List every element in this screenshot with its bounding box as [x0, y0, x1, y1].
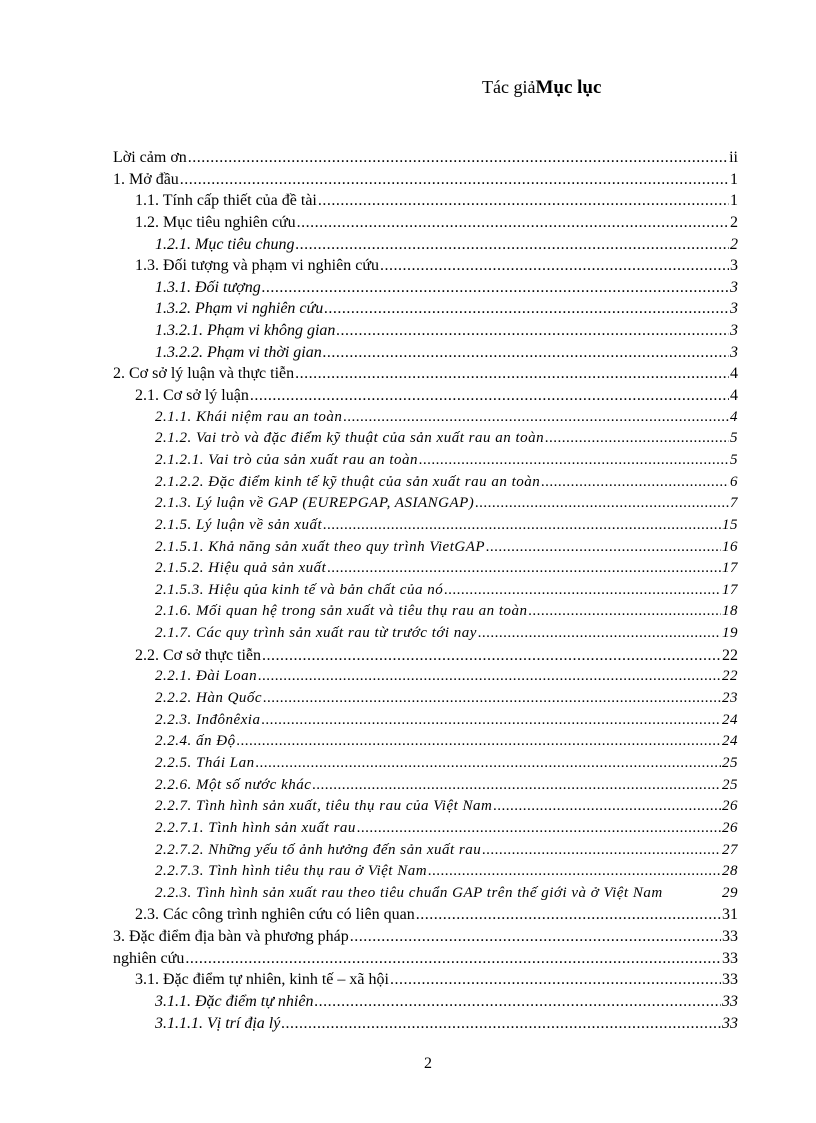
toc-entry[interactable]	[113, 690, 738, 712]
toc-entry[interactable]	[113, 798, 738, 820]
toc-entry-label: 2.2.2. Hàn Quốc	[155, 690, 263, 707]
toc-entry[interactable]	[113, 192, 738, 214]
toc-entry-label: 3.1. Đặc điểm tự nhiên, kinh tế – xã hội	[135, 971, 389, 989]
toc-leader-dots	[256, 755, 721, 772]
toc-entry-page: 3	[730, 343, 738, 361]
toc-leader-dots	[336, 322, 729, 340]
toc-leader-dots	[380, 257, 729, 275]
toc-leader-dots	[545, 430, 729, 447]
toc-entry-label: 1.2.1. Mục tiêu chung	[155, 235, 295, 253]
toc-entry-label: Lời cảm ơn	[113, 149, 187, 166]
toc-entry-page: 33	[722, 928, 738, 946]
toc-leader-dots	[324, 300, 729, 318]
toc-entry-page: 22	[722, 646, 738, 664]
toc-leader-dots	[296, 236, 729, 254]
toc-entry-page: 29	[722, 884, 738, 901]
toc-entry[interactable]	[113, 344, 738, 366]
toc-entry-page: 18	[722, 603, 738, 620]
toc-leader-dots	[318, 192, 729, 210]
toc-entry-label: 1. Mở đầu	[113, 170, 179, 188]
toc-entry-label: 2.2.1. Đài Loan	[155, 668, 258, 685]
toc-entry-label: 2.1.5.2. Hiệu quả sản xuất	[155, 560, 327, 577]
toc-entry-page: 3	[730, 257, 738, 275]
page-number: 2	[424, 1055, 432, 1072]
toc-entry[interactable]	[113, 560, 738, 582]
toc-entry-page: 17	[722, 560, 738, 577]
toc-entry-page: 22	[722, 668, 738, 685]
toc-entry-label: 1.3.2. Phạm vi nghiên cứu	[155, 300, 324, 318]
toc-entry-label: 1.3.2.1. Phạm vi không gian	[155, 322, 336, 340]
toc-entry-page: 33	[722, 949, 738, 967]
toc-leader-dots	[486, 539, 721, 556]
toc-leader-dots	[419, 452, 729, 469]
toc-leader-dots	[323, 517, 721, 534]
toc-leader-dots	[428, 863, 721, 880]
toc-entry[interactable]	[113, 365, 738, 387]
toc-entry[interactable]	[113, 647, 738, 669]
toc-leader-dots	[327, 560, 721, 577]
toc-entry-page: 27	[722, 841, 738, 858]
toc-entry[interactable]	[113, 171, 738, 193]
toc-entry[interactable]	[113, 755, 738, 777]
toc-entry[interactable]	[113, 906, 738, 928]
page-header	[482, 77, 601, 99]
toc-leader-dots	[281, 1015, 721, 1033]
toc-entry[interactable]	[113, 842, 738, 864]
toc-entry[interactable]	[113, 885, 738, 907]
toc-entry[interactable]	[113, 300, 738, 322]
toc-entry[interactable]	[113, 236, 738, 258]
toc-entry[interactable]	[113, 625, 738, 647]
toc-leader-dots	[478, 625, 721, 642]
toc-leader-dots	[323, 344, 729, 362]
toc-entry-label: 2.2.7.2. Những yếu tố ảnh hưởng đến sản xuất rau	[155, 841, 482, 858]
toc-entry-page: ii	[729, 149, 738, 166]
toc-entry[interactable]	[113, 1015, 738, 1037]
toc-leader-dots	[475, 495, 729, 512]
toc-leader-dots	[180, 171, 729, 189]
toc-leader-dots	[185, 950, 721, 968]
toc-entry-page: 28	[722, 863, 738, 880]
toc-entry[interactable]	[113, 257, 738, 279]
toc-entry-page: 4	[730, 387, 738, 405]
toc-entry-label: 2.1.5.3. Hiệu qủa kinh tế và bản chất của nó	[155, 581, 444, 598]
toc-entry[interactable]	[113, 149, 738, 171]
toc-entry[interactable]	[113, 279, 738, 301]
toc-entry-page: 5	[730, 430, 738, 447]
toc-leader-dots	[343, 409, 729, 426]
toc-leader-dots	[314, 993, 721, 1011]
toc-entry-page: 24	[722, 733, 738, 750]
toc-entry-label: 3.1.1.1. Vị trí địa lý	[155, 1014, 281, 1032]
toc-entry-label: 3.1.1. Đặc điểm tự nhiên	[155, 992, 314, 1010]
toc-entry-page: 15	[722, 516, 738, 533]
toc-entry-label: 1.3.1. Đối tượng	[155, 278, 261, 296]
toc-entry-label: 2.3. Các công trình nghiên cứu có liên quan	[135, 906, 415, 924]
toc-leader-dots	[541, 474, 729, 491]
toc-entry-label: 2.2.6. Một số nước khác	[155, 776, 312, 793]
toc-entry-label: 2.2.3. Inđônêxia	[155, 711, 261, 728]
toc-entry[interactable]	[113, 430, 738, 452]
toc-leader-dots	[250, 387, 729, 405]
toc-entry-label: 2.1.2.1. Vai trò của sản xuất rau an toàn	[155, 451, 418, 468]
toc-entry[interactable]	[113, 387, 738, 409]
author-label: Tác giả	[482, 77, 536, 97]
toc-leader-dots	[295, 365, 729, 383]
toc-entry-page: 26	[722, 798, 738, 815]
toc-entry-label: 2.1.2.2. Đặc điểm kinh tế kỹ thuật của sản xuất rau an toàn	[155, 473, 541, 490]
toc-entry-label: 1.1. Tính cấp thiết của đề tài	[135, 192, 317, 210]
toc-entry-label: 2. Cơ sở lý luận và thực tiễn	[113, 365, 295, 383]
toc-entry-label: 3. Đặc điểm địa bàn và phương pháp	[113, 928, 349, 946]
toc-entry-page: 25	[722, 776, 738, 793]
toc-entry[interactable]	[113, 603, 738, 625]
toc-entry[interactable]	[113, 971, 738, 993]
toc-leader-dots	[237, 733, 721, 750]
toc-entry-label: 2.1.5.1. Khả năng sản xuất theo quy trình VietGAP	[155, 538, 486, 555]
toc-entry-page: 1	[730, 170, 738, 188]
toc-entry-label: 2.1.7. Các quy trình sản xuất rau từ trước tới nay	[155, 625, 477, 642]
toc-entry-page: 24	[722, 711, 738, 728]
toc-entry[interactable]	[113, 322, 738, 344]
toc-entry-label: 1.3. Đối tượng và phạm vi nghiên cứu	[135, 257, 379, 275]
toc-leader-dots	[262, 279, 729, 297]
toc-leader-dots	[188, 149, 728, 167]
toc-entry[interactable]	[113, 820, 738, 842]
toc-entry-label: 2.1.5. Lý luận về sản xuất	[155, 516, 323, 533]
toc-entry[interactable]	[113, 668, 738, 690]
toc-entry-page: 33	[722, 992, 738, 1010]
toc-leader-dots	[261, 712, 721, 729]
toc-entry[interactable]	[113, 409, 738, 431]
toc-entry-page: 3	[730, 322, 738, 340]
toc-entry-page: 1	[730, 192, 738, 210]
toc-entry[interactable]	[113, 495, 738, 517]
toc-entry-page: 7	[730, 495, 738, 512]
toc-entry[interactable]	[113, 777, 738, 799]
toc-leader-dots	[390, 971, 721, 989]
toc-entry-page: 16	[722, 538, 738, 555]
toc-leader-dots	[263, 690, 721, 707]
toc-entry-page: 2	[730, 213, 738, 231]
toc-entry-label: 1.3.2.2. Phạm vi thời gian	[155, 343, 322, 361]
toc-entry-label: 2.2.3. Tình hình sản xuất rau theo tiêu chuẩn GAP trên thế giới và ở Việt Nam	[155, 884, 663, 901]
toc-entry-label: 2.1.2. Vai trò và đặc điểm kỹ thuật của sản xuất rau an toàn	[155, 430, 545, 447]
toc-leader-dots	[482, 842, 721, 859]
toc-entry[interactable]	[113, 712, 738, 734]
toc-entry-page: 2	[730, 235, 738, 253]
toc-leader-dots	[529, 603, 721, 620]
toc-entry[interactable]	[113, 539, 738, 561]
toc-entry-label: 2.2.7.3. Tình hình tiêu thụ rau ở Việt Nam	[155, 863, 428, 880]
toc-entry-page: 26	[722, 819, 738, 836]
toc-title: Mục lục	[535, 77, 602, 98]
toc-entry-page: 25	[722, 754, 738, 771]
toc-entry-label: 2.1.6. Mối quan hệ trong sản xuất và tiêu thụ rau an toàn	[155, 603, 528, 620]
toc-entry-page: 4	[730, 365, 738, 383]
toc-entry[interactable]	[113, 517, 738, 539]
toc-entry-label: 2.2.7. Tình hình sản xuất, tiêu thụ rau của Việt Nam	[155, 798, 493, 815]
toc-leader-dots	[262, 647, 721, 665]
toc-leader-dots	[416, 906, 721, 924]
toc-entry-page: 4	[730, 408, 738, 425]
toc-entry-label: 1.2. Mục tiêu nghiên cứu	[135, 213, 296, 231]
toc-entry[interactable]	[113, 582, 738, 604]
toc-entry-label: 2.2.5. Thái Lan	[155, 754, 255, 771]
toc-leader-dots	[258, 668, 721, 685]
toc-entry-label: 2.1.3. Lý luận về GAP (EUREPGAP, ASIANGAP)	[155, 495, 475, 512]
toc-entry[interactable]	[113, 993, 738, 1015]
toc-entry-page: 33	[722, 1014, 738, 1032]
toc-entry-page: 3	[730, 278, 738, 296]
toc-entry-label: 2.2.7.1. Tình hình sản xuất rau	[155, 819, 356, 836]
toc-entry-label: 2.2. Cơ sở thực tiễn	[135, 646, 262, 664]
toc-entry-page: 23	[722, 690, 738, 707]
toc-entry[interactable]	[113, 863, 738, 885]
toc-entry-label: 2.2.4. ấn Độ	[155, 733, 236, 750]
toc-entry-page: 6	[730, 473, 738, 490]
toc-entry-label: nghiên cứu	[113, 949, 185, 967]
table-of-contents	[113, 149, 738, 1036]
toc-entry-page: 19	[722, 625, 738, 642]
toc-entry-page: 31	[722, 906, 738, 924]
toc-leader-dots	[350, 928, 721, 946]
toc-entry-page: 3	[730, 300, 738, 318]
toc-leader-dots	[357, 820, 721, 837]
toc-entry[interactable]	[113, 733, 738, 755]
toc-entry[interactable]	[113, 452, 738, 474]
toc-leader-dots	[444, 582, 721, 599]
toc-entry-label: 2.1. Cơ sở lý luận	[135, 387, 249, 405]
toc-entry-page: 33	[722, 971, 738, 989]
toc-leader-dots	[312, 777, 721, 794]
toc-entry[interactable]	[113, 214, 738, 236]
toc-entry[interactable]	[113, 950, 738, 972]
toc-leader-dots	[493, 798, 721, 815]
toc-entry-label: 2.1.1. Khái niệm rau an toàn	[155, 408, 343, 425]
toc-entry[interactable]	[113, 928, 738, 950]
toc-entry-page: 5	[730, 451, 738, 468]
toc-leader-dots	[297, 214, 729, 232]
toc-entry-page: 17	[722, 581, 738, 598]
toc-entry[interactable]	[113, 474, 738, 496]
